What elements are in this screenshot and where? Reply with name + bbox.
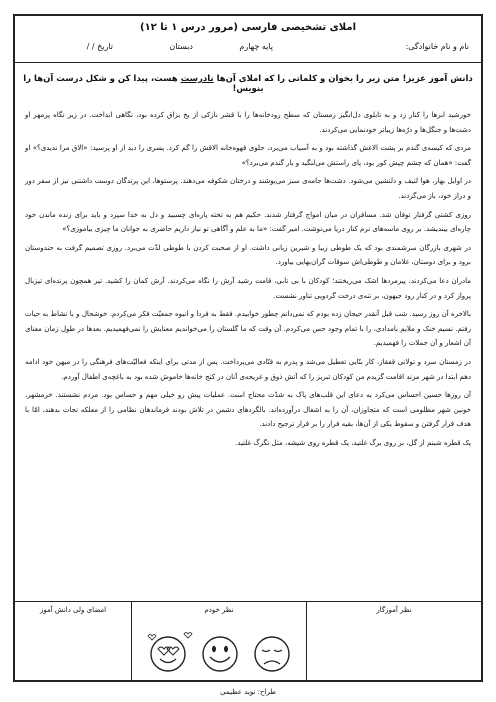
instruction-text <box>21 74 475 94</box>
passage-paragraph: مادران دعا می‌کردند، پیرمردها اشک می‌ریختند؛ کودکان با بی تابی، قامت رشید آرش را نگاه می‌کردند. آرش کمان را کشید. تیر همچون پرنده‌ای تیزبال پرواز کرد و در کنار رود جیهون، بر تنه‌ی درخت گردویی تناور نشست. <box>25 276 471 300</box>
self-assessment-cell <box>131 602 306 680</box>
designer-credit: طراح: نوید عظیمی <box>220 688 276 696</box>
feedback-table <box>15 601 481 680</box>
name-label: نام و نام خانوادگی: <box>405 42 469 51</box>
parent-signature-label: امضای ولی دانش آموز <box>39 606 107 614</box>
self-assessment-faces <box>140 628 300 678</box>
teacher-feedback-cell <box>306 602 481 680</box>
passage-paragraph: مردی که کیسه‌ی گندم بر پشت الاغش گذاشته بود و به آسیاب می‌برد، جلوی قهوه‌خانه الاقش را گم کرد. پسری را دید از او پرسید: «الاق مرا ندیدی؟» او گفت: «همان که چشم چپش کور بود، پای راستش می‌لنگید و بار گندم می‌برد؟» <box>25 144 471 167</box>
parent-signature-cell <box>15 602 131 680</box>
date-label: تاریخ / / <box>86 42 113 51</box>
school-label: دبستان <box>169 42 193 51</box>
sad-face-icon[interactable] <box>255 637 289 671</box>
worksheet-title: املای تشخیصی فارسی (مرور درس ۱ تا ۱۲) <box>139 22 357 33</box>
passage-paragraph: در اوایل بهار، هوا لتیف و دلنشین می‌شود. دشت‌ها جامه‌ی سبز می‌پوشند و درختان شکوفه می‌دهند. پرستوها، این پرندگان دوست داشتنی نیز از سفر دور و دراز خود، باز می‌گردند. <box>25 177 471 200</box>
instruction-emphasis: نادرست <box>180 74 214 84</box>
student-info-row <box>23 42 473 56</box>
instruction-part-2: هست، پیدا کن و شکل درست آن‌ها را بنویس! <box>23 74 264 94</box>
happy-face-icon[interactable] <box>203 637 237 671</box>
passage-paragraph: در شهری بازرگان سرشمندی بود که یک طوطی زیبا و شیرین زبانی داشت. او از صحبت کردن با طوطی لذّت می‌برد. روزی تصمیم گرفت به حندوستان برود و برای دوستان، غلامان و طوطی‌اش سوقات گران‌بهایی بیاورد. <box>25 243 471 267</box>
passage-paragraph: روزی کشتی گرفتار توفان شد. مسافران در میان امواج گرفتار شدند. حکیم هم به تخته پاره‌ای چسبید و دل به خدا سپرد و باید برای زنده ماندن خود چاره‌ای بیندیشد. بر روی ماسه‌های نرم کنار دریا می‌نوشت. امیر گفت: «ما به علم و آگاهی تو نیاز داریم حاضری به جوانان ما چیزی بیاموزی؟» <box>25 210 471 234</box>
teacher-feedback-label: نظر آموزگار <box>376 606 412 614</box>
dictation-passage <box>25 108 471 453</box>
header-divider <box>15 62 481 63</box>
love-face-icon[interactable] <box>148 633 192 672</box>
instruction-part-1: دانش آموز عزیز! متن زیر را بخوان و کلماتی را که املای آن‌ها <box>213 74 473 84</box>
passage-paragraph: در زمستان سرد و تولانی قفقاز، کار بنّایی تعطیل می‌شد و پدرم به قنّادی می‌پرداخت. پس از مدتی برای اینکه فعالیّت‌های فرهنگی را در میهن خود ادامه دهم ابتدا در شهر مرند اقامت گزیدم من کودکان تبریز را که آتش ذوق و غریحه‌ی آنان در کنج خانه‌ها خاموش شده بود به باغچه‌ی اطفال آوردم. <box>25 357 471 381</box>
passage-paragraph: آن روزها حسین احساس می‌کرد به دعای این قلب‌های پاک به شدّت محتاج است. عملیات پیش رو خیلی مهم و حساس بود. مردم نشستند. خرمشهر، خونین شهر مظلومی است که متجاوزان، آن را به اشغال درآورده‌اند. بالگردهای دشمن در تلاش بودند فرماندهان نظامی را از معلکه نجات بدهند، امّا با هدف قرار گرفتن و سقوط یکی از آن‌ها، بقیه فرار را بر قرار ترجیح دادند. <box>25 391 471 429</box>
worksheet-frame <box>13 14 483 682</box>
passage-paragraph: بالاخره آن روز رسید. شب قبل آنقدر حیجان زده بودم که نمی‌دانم چطور خوابیدم. فقط به فردا و انبوه جمعیّت فکر می‌کردم. خوشحال و با نشاط به حیات رفتم. نسیم خنک و ملایم بامدادی، را با تمام وجود حس می‌کردم. آن وقت که ما گلستان را می‌خواندیم معنایش را نمی‌فهمیدیم. بعدها در طول زمان معنای آن اشعار و آن جملات را فهمیدیم. <box>25 310 471 348</box>
grade-label: پایه چهارم <box>239 42 273 51</box>
self-assessment-label: نظر خودم <box>204 606 234 614</box>
passage-paragraph: یک قطره شبنم از گل، بر روی برگ غلتید، یک قطره روی شیشه، مثل تگرگ غلتید. <box>235 438 471 447</box>
passage-paragraph: خورشید ابرها را کنار زد و به تابلوی دل‌انگیز زمستان که سطح رودخانه‌ها را با قشر نازکی از یخ بزاق کرده بود، نگاهی انداخت. در زیر نگاه پرمهر او دشت‌ها و جنگل‌ها و درّه‌ها زیباتر خودنمایی می‌کردند. <box>25 111 471 134</box>
